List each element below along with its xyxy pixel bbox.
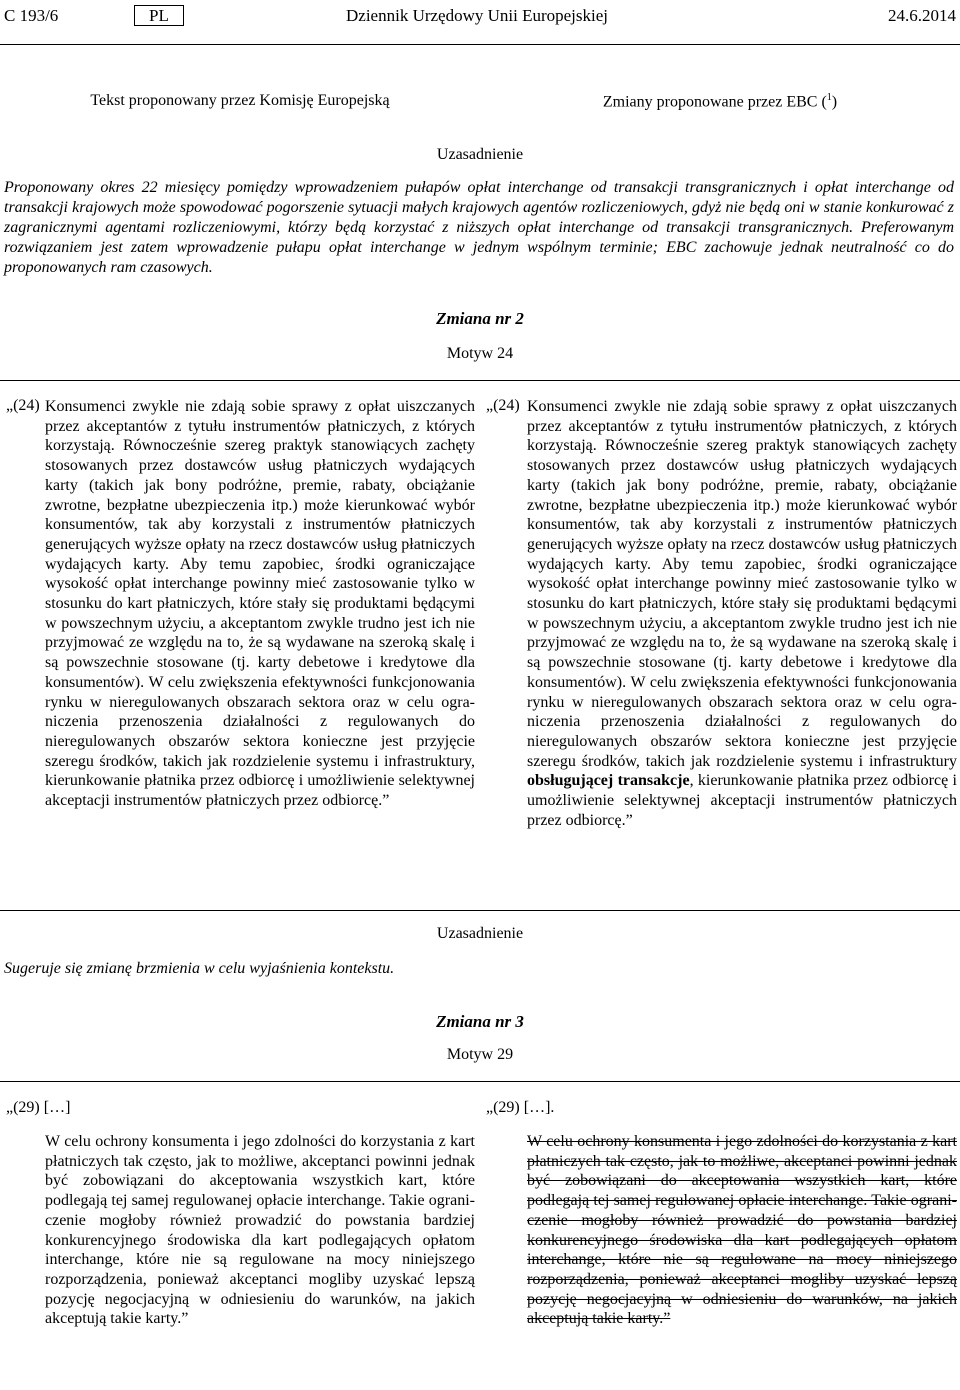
journal-title: Dziennik Urzędowy Unii Europejskiej	[346, 6, 609, 25]
recital-number-right-3: „(29) […].	[486, 1099, 555, 1116]
recital-number-left: „(24)	[6, 397, 40, 414]
justification-heading-2: Uzasadnienie	[436, 925, 524, 942]
deleted-recital-text: W celu ochrony konsumenta i jego zdolności do korzystania z kart płatniczych tak często, jak to możliwe, akceptanci powinni jednak być zobowiązani do akceptowania wszystkich kart, które podlegają tej samej regulowanej opłacie interchange. Takie ograniczenie mogłoby również prowadzić do powstania bardziej konkurencyjnego środowiska dla kart podlegających opłatom interchange, które nie są regulowane na mocy niniejszego rozporządzenia, ponieważ akceptanci mogliby uzyskać lepszą pozycję negocjacyjną w odniesieniu do warunków, na jakich akceptują takie karty.”	[527, 1133, 957, 1328]
amendment-title: Zmiana nr 2	[436, 309, 524, 328]
right-column-title: Zmiany proponowane przez EBC ($^1$)	[602, 92, 838, 111]
language-code-box	[134, 6, 184, 26]
justification-text-2: Sugeruje się zmianę brzmienia w celu wyjaśnienia kontekstu.	[4, 960, 395, 977]
amendment-subtitle: Motyw 24	[446, 345, 514, 362]
table-bottom-rule	[0, 910, 960, 911]
language-code: PL	[134, 5, 184, 26]
justification-text: Proponowany okres 22 miesięcy pomiędzy wprowadzeniem pułapów opłat interchange od transakcji transgranicznych i opłat interchange od transakcji krajowych może spowodować pogorszenie sytuacji małych krajowych agentów rozliczeniowych, gdyż nie będą oni w stanie konkurować z zagranicznymi agentami rozliczeniowymi, którzy będą korzystać z niższych opłat interchange od transakcji transgranicznych. Preferowanym rozwiązaniem jest zatem wprowadzenie pułapu opłat interchange w jednym wspólnym terminie; EBC zachowuje jednak neutralność co do proponowanych ram czasowych.	[4, 179, 954, 276]
recital-number-right: „(24)	[486, 397, 520, 414]
amendment-title-3: Zmiana nr 3	[436, 1012, 524, 1031]
recital-number-left-3: „(29) […]	[6, 1099, 71, 1116]
left-column-title: Tekst proponowany przez Komisję Europejską	[90, 92, 390, 109]
publication-date: 24.6.2014	[888, 6, 956, 25]
table-top-rule	[0, 380, 960, 381]
footnote-ref[interactable]: 1	[826, 92, 832, 103]
page-number: C 193/6	[4, 6, 59, 25]
recital-text-left: Konsumenci zwykle nie zdają sobie sprawy z opłat uiszczanych przez akceptantów z tytułu instrumentów płatniczych, z których korzystają. Równocześnie szereg praktyk stanowiących zachęty stosowanych przez dostawców usług płatniczych wydających karty (takich jak bony podróżne, premie, rabaty, obciążanie zwrotne, bezpłatne ubezpieczenia itp.) może kierunkować wybór konsumentów, tak aby korzystali z instrumentów płatniczych generujących wyższe opłaty na rzecz dostawców usług płatniczych wydających karty. Aby temu zapobiec, środki ograniczające wysokość opłat interchange powinny mieć zastosowanie tylko w stosunku do kart płatniczych, które stały się produktami będącymi w powszechnym użyciu, a akceptantom zwykle trudno jest ich nie przyjmować ze względu na to, że są wydawane na szeroką skalę i są powszechnie stosowane (tj. karty debetowe i kredytowe dla konsumentów). W celu zwiększenia efektywności funkcjonowania rynku w nieregulowanych obszarach sektora oraz w celu ograniczenia przenoszenia działalności z regulowanych do nieregulowanych obszarów sektora konieczne jest przyjęcie szeregu środków, takich jak rozdzielenie systemu i infrastruktury, kierunkowanie płatnika przez odbiorcę i umożliwienie selektywnej akceptacji instrumentów płatniczych przez odbiorcę.”	[45, 398, 475, 810]
table-top-rule-3	[0, 1081, 960, 1082]
recital-text-right: Konsumenci zwykle nie zdają sobie sprawy z opłat uiszczanych przez akceptantów z tytułu instrumentów płatniczych, z których korzystają. Równocześnie szereg praktyk stanowiących zachęty stosowanych przez dostawców usług płatniczych wydających karty (takich jak bony podróżne, premie, rabaty, obciążanie zwrotne, bezpłatne ubezpieczenia itp.) może kierunkować wybór konsumentów, tak aby korzystali z instrumentów płatniczych generujących wyższe opłaty na rzecz dostawców usług płatniczych wydających karty. Aby temu zapobiec, środki ograniczające wysokość opłat interchange powinny mieć zastosowanie tylko w stosunku do kart płatniczych, które stały się produktami będącymi w powszechnym użyciu, a akceptantom zwykle trudno jest ich nie przyjmować ze względu na to, że są wydawane na szeroką skalę i są powszechnie stosowane (tj. karty debetowe i kredytowe dla konsumentów). W celu zwiększenia efektywności funkcjonowania rynku w nieregulowanych obszarach sektora oraz w celu ograniczenia przenoszenia działalności z regulowanych do nieregulowanych obszarów sektora konieczne jest przyjęcie szeregu środków, takich jak rozdzielenie systemu i infrastruktury obsługującej transakcje, kierunkowanie płatnika przez odbiorcę i umożliwienie selektywnej akceptacji instrumentów płatniczych przez odbiorcę.”	[527, 398, 957, 829]
justification-heading: Uzasadnienie	[436, 146, 524, 163]
header-rule	[0, 44, 960, 45]
inserted-text: obsługującej transakcje	[527, 772, 690, 790]
amendment-subtitle-3: Motyw 29	[446, 1046, 514, 1063]
recital-text-left-3: W celu ochrony konsumenta i jego zdolności do korzystania z kart płatniczych tak często, jak to możliwe, akceptanci powinni jednak być zobowiązani do akceptowania wszystkich kart, które podlegają tej samej regulowanej opłacie interchange. Takie ograniczenie mogłoby również prowadzić do powstania bardziej konkurencyjnego środowiska dla kart podlegających opłatom interchange, które nie są regulowane na mocy niniejszego rozporządzenia, ponieważ akceptanci mogliby uzyskać lepszą pozycję negocjacyjną w odniesieniu do warunków, na jakich akceptują takie karty.”	[45, 1133, 475, 1328]
